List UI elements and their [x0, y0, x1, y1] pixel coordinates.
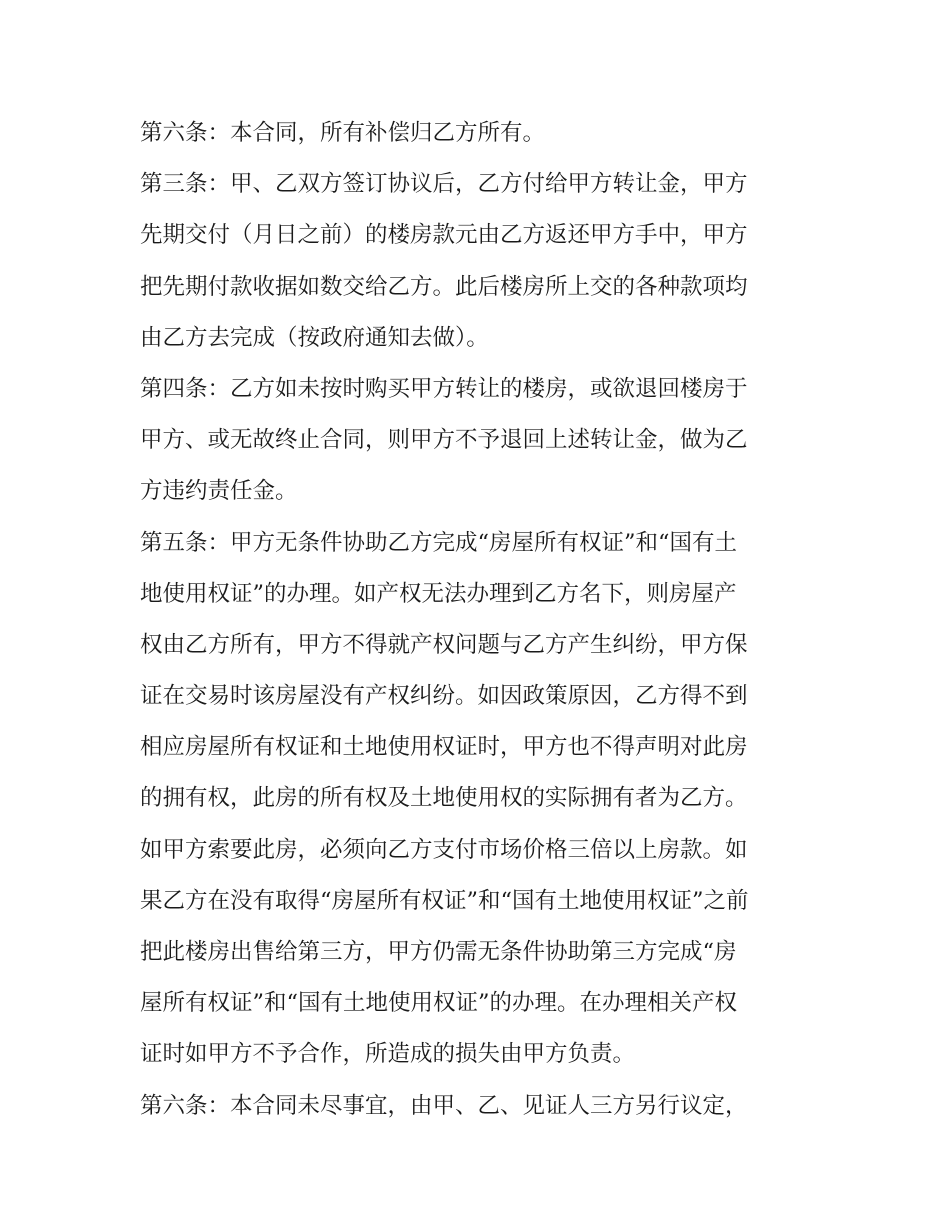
text-line: 屋所有权证”和“国有土地使用权证”的办理。在办理相关产权 [140, 990, 738, 1017]
text-line: 的拥有权，此房的所有权及土地使用权的实际拥有者为乙方。 [140, 785, 748, 812]
text-line: 第六条：本合同未尽事宜，由甲、乙、见证人三方另行议定， [140, 1092, 748, 1119]
text-line: 果乙方在没有取得“房屋所有权证”和“国有土地使用权证”之前 [140, 887, 749, 914]
text-line: 把先期付款收据如数交给乙方。此后楼房所上交的各种款项均 [140, 273, 748, 300]
text-line: 证时如甲方不予合作，所造成的损失由甲方负责。 [140, 1041, 636, 1068]
text-line: 权由乙方所有，甲方不得就产权问题与乙方产生纠纷，甲方保 [140, 631, 748, 658]
text-line: 第四条：乙方如未按时购买甲方转让的楼房，或欲退回楼房于 [140, 375, 748, 402]
text-line: 方违约责任金。 [140, 478, 298, 505]
text-line: 第三条：甲、乙双方签订协议后，乙方付给甲方转让金，甲方 [140, 171, 748, 198]
text-line: 如甲方索要此房，必须向乙方支付市场价格三倍以上房款。如 [140, 836, 748, 863]
text-line: 甲方、或无故终止合同，则甲方不予退回上述转让金，做为乙 [140, 427, 748, 454]
text-line: 地使用权证”的办理。如产权无法办理到乙方名下，则房屋产 [140, 580, 737, 607]
text-line: 第五条：甲方无条件协助乙方完成“房屋所有权证”和“国有土 [140, 529, 738, 556]
text-line: 先期交付（月日之前）的楼房款元由乙方返还甲方手中，甲方 [140, 222, 748, 249]
text-line: 第六条：本合同，所有补偿归乙方所有。 [140, 120, 546, 146]
text-line: 证在交易时该房屋没有产权纠纷。如因政策原因，乙方得不到 [140, 683, 748, 710]
text-line: 由乙方去完成（按政府通知去做）。 [140, 324, 489, 351]
contract-text-body [140, 108, 812, 1132]
text-line: 把此楼房出售给第三方，甲方仍需无条件协助第三方完成“房 [140, 939, 737, 965]
text-line: 相应房屋所有权证和土地使用权证时，甲方也不得声明对此房 [140, 734, 748, 761]
